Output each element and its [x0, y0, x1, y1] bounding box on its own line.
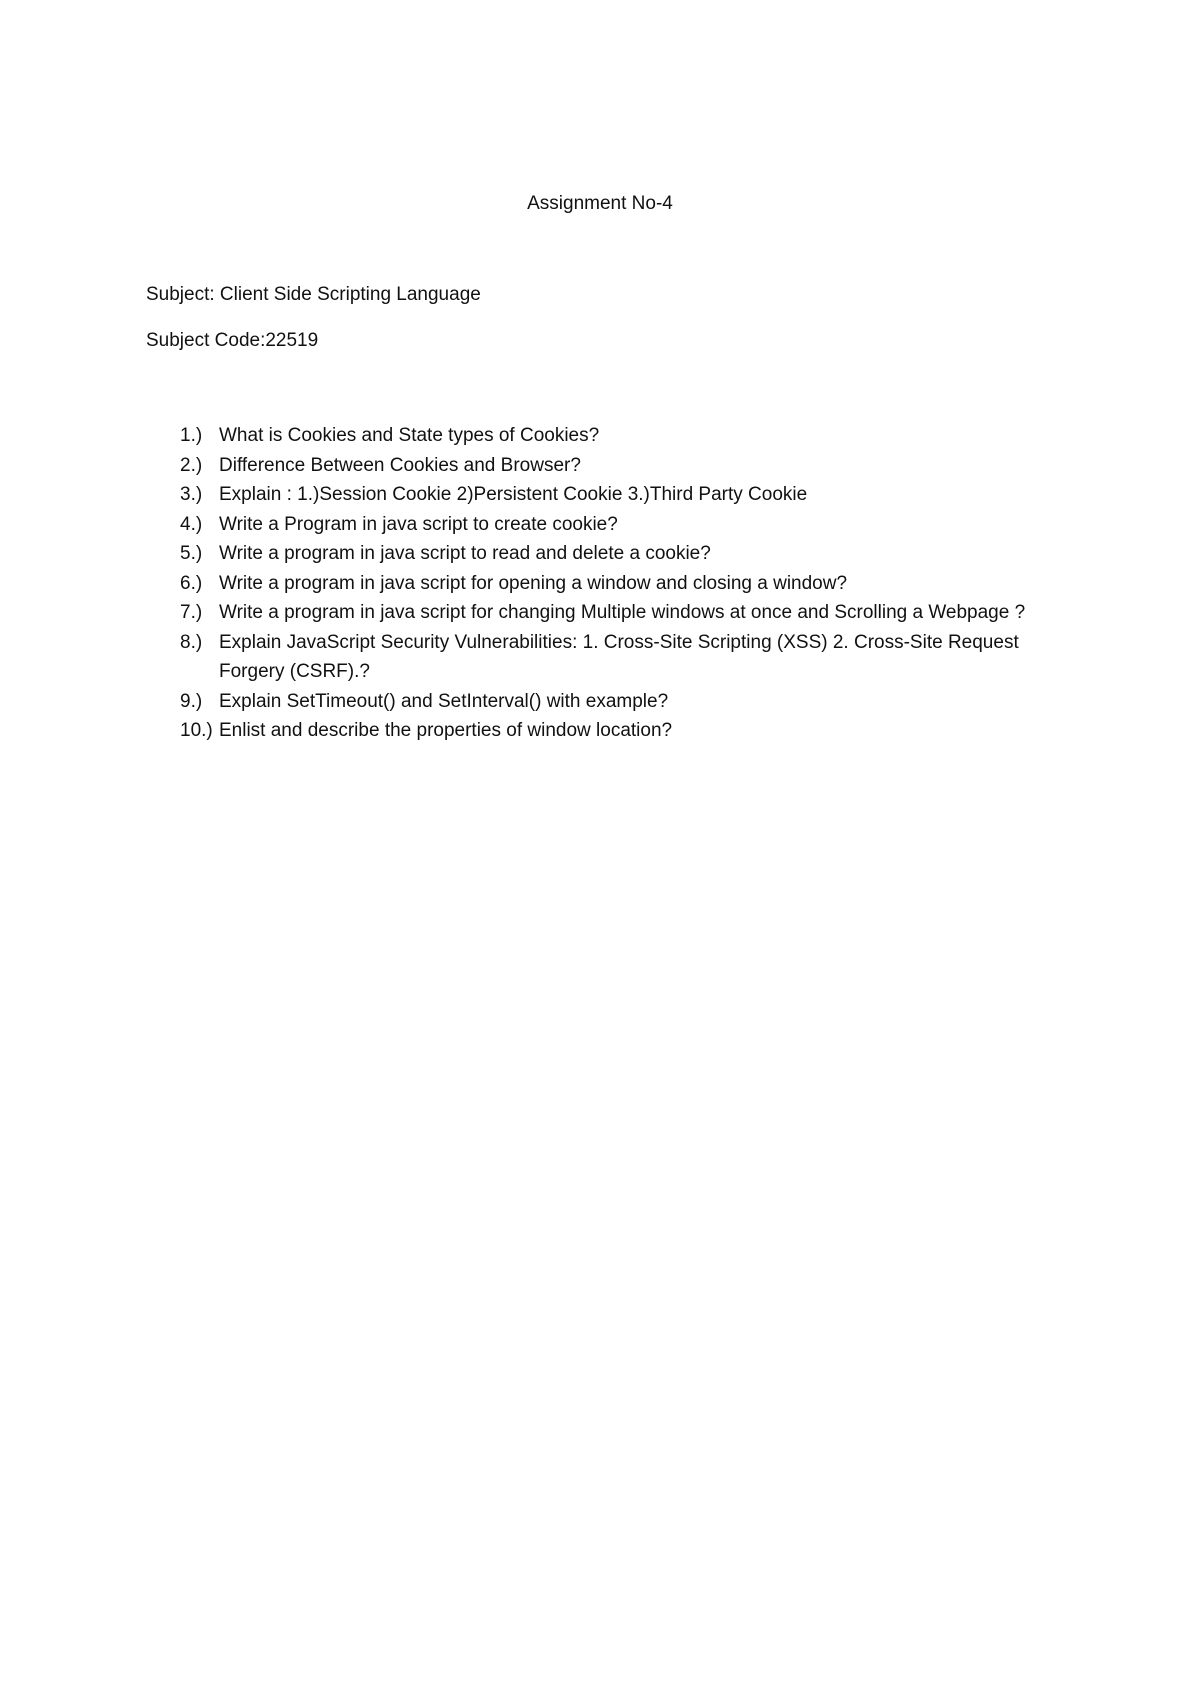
question-item	[180, 716, 1060, 746]
question-text: Explain : 1.)Session Cookie 2)Persistent Cookie 3.)Third Party Cookie	[219, 484, 808, 505]
question-text: Write a Program in java script to create cookie?	[219, 513, 618, 535]
question-item	[180, 598, 1060, 628]
question-number: 9.)	[180, 690, 203, 712]
question-item	[180, 421, 1060, 451]
question-text: Difference Between Cookies and Browser?	[219, 454, 581, 476]
question-number: 1.)	[180, 425, 203, 446]
question-number: 5.)	[180, 543, 203, 564]
document-title: Assignment No-4	[527, 193, 673, 214]
question-number: 7.)	[180, 602, 203, 623]
question-item	[180, 480, 1060, 510]
question-item	[180, 510, 1060, 540]
question-text: Write a program in java script for opening a window and closing a window?	[219, 572, 848, 594]
question-number: 6.)	[180, 572, 203, 594]
question-item	[180, 451, 1060, 481]
question-number: 3.)	[180, 484, 203, 505]
subject-line: Subject: Client Side Scripting Language	[146, 284, 481, 305]
question-number: 10.)	[180, 720, 213, 741]
subject-code-line: Subject Code:22519	[146, 330, 319, 351]
question-text: Enlist and describe the properties of window location?	[219, 720, 673, 741]
question-text: Explain JavaScript Security Vulnerabilities: 1. Cross-Site Scripting (XSS) 2. Cross-Site Request Forgery (CSRF).?	[219, 631, 1019, 682]
question-item	[180, 539, 1060, 569]
question-text: What is Cookies and State types of Cookies?	[219, 425, 600, 446]
question-number: 4.)	[180, 513, 203, 535]
question-text: Write a program in java script to read and delete a cookie?	[219, 543, 711, 564]
question-list	[180, 421, 1060, 746]
question-text: Write a program in java script for changing Multiple windows at once and Scrolling a Webpage ?	[219, 602, 1026, 623]
question-number: 8.)	[180, 631, 203, 653]
question-text: Explain SetTimeout() and SetInterval() with example?	[219, 690, 669, 712]
question-item	[180, 569, 1060, 599]
question-item	[180, 628, 1060, 687]
question-number: 2.)	[180, 454, 203, 476]
question-item	[180, 687, 1060, 717]
